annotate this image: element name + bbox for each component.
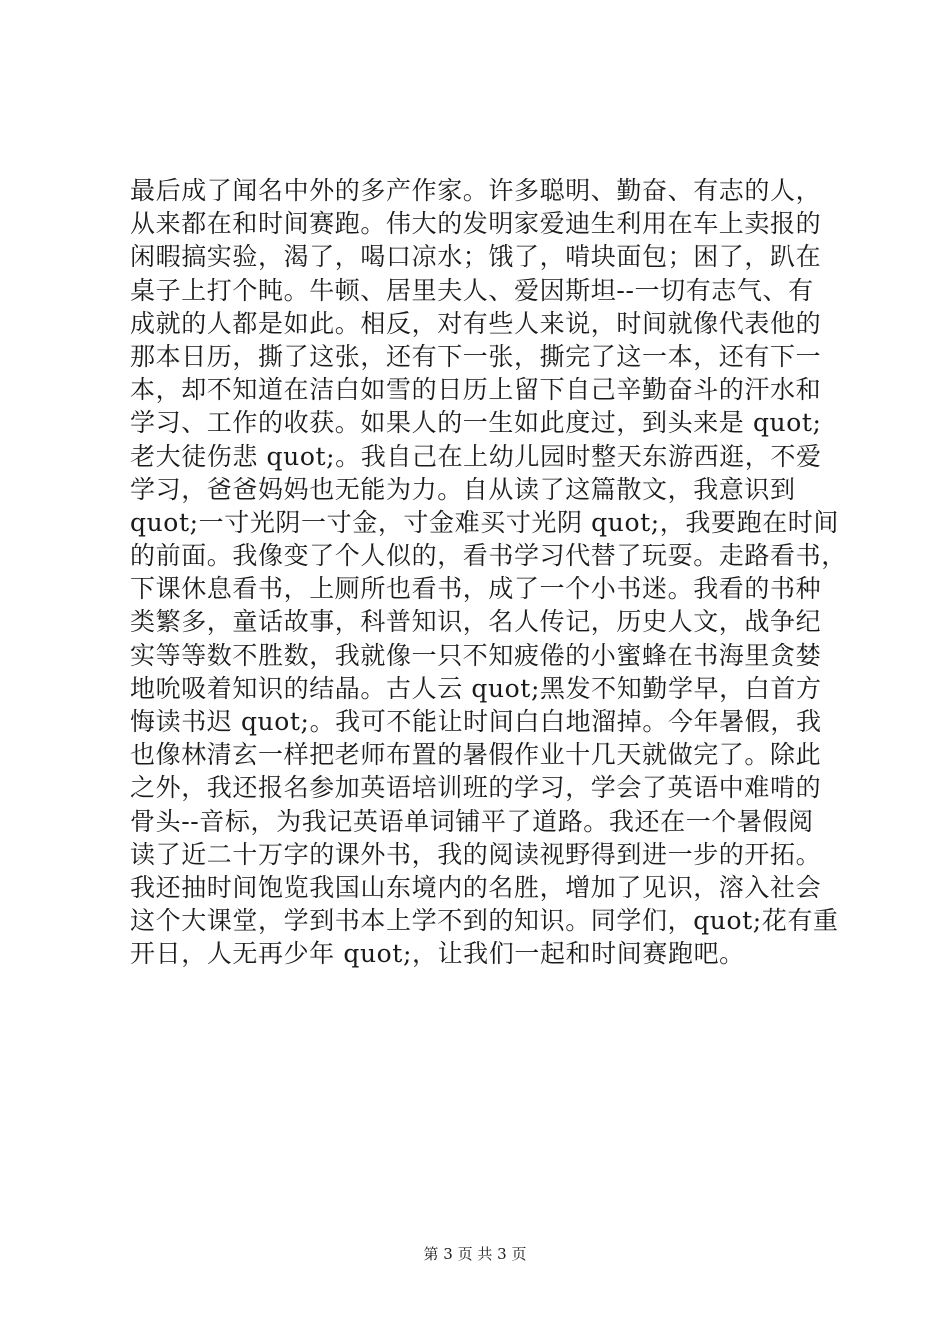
text-line: 地吮吸着知识的结晶。古人云 quot;黑发不知勤学早，白首方 [130,673,822,703]
text-line: 骨头--音标，为我记英语单词铺平了道路。我还在一个暑假阅 [130,806,814,836]
text-line: 之外，我还报名参加英语培训班的学习，学会了英语中难啃的 [130,773,822,803]
text-line: 老大徒伤悲 quot;。我自己在上幼儿园时整天东游西逛，不爱 [130,441,822,471]
page-number-footer: 第 3 页 共 3 页 [423,1245,527,1263]
text-line: 也像林清玄一样把老师布置的暑假作业十几天就做完了。除此 [130,740,822,770]
text-line: 我还抽时间饱览我国山东境内的名胜，增加了见识，溶入社会 [130,872,822,902]
text-line: 读了近二十万字的课外书，我的阅读视野得到进一步的开拓。 [130,839,822,869]
text-line: 类繁多，童话故事，科普知识，名人传记，历史人文，战争纪 [130,607,822,637]
text-line: 实等等数不胜数，我就像一只不知疲倦的小蜜蜂在书海里贪婪 [130,640,822,670]
text-line: 学习，爸爸妈妈也无能为力。自从读了这篇散文，我意识到 [130,474,796,504]
text-line: 桌子上打个盹。牛顿、居里夫人、爱因斯坦--一切有志气、有 [130,275,814,305]
text-line: 这个大课堂，学到书本上学不到的知识。同学们，quot;花有重 [130,906,839,936]
text-line: 成就的人都是如此。相反，对有些人来说，时间就像代表他的 [130,308,822,338]
body-text [130,174,847,971]
text-line: 学习、工作的收获。如果人的一生如此度过，到头来是 quot; [130,408,822,438]
text-line: 本，却不知道在洁白如雪的日历上留下自己辛勤奋斗的汗水和 [130,375,822,405]
text-line: quot;一寸光阴一寸金，寸金难买寸光阴 quot;，我要跑在时间 [130,507,839,537]
text-line: 下课休息看书，上厕所也看书，成了一个小书迷。我看的书种 [130,574,822,604]
text-line: 的前面。我像变了个人似的，看书学习代替了玩耍。走路看书， [130,541,847,571]
text-line: 最后成了闻名中外的多产作家。许多聪明、勤奋、有志的人， [130,176,822,205]
text-line: 悔读书迟 quot;。我可不能让时间白白地溜掉。今年暑假，我 [130,707,822,736]
text-line: 从来都在和时间赛跑。伟大的发明家爱迪生利用在车上卖报的 [130,209,822,239]
text-line: 开日，人无再少年 quot;，让我们一起和时间赛跑吧。 [130,939,745,969]
text-line: 那本日历，撕了这张，还有下一张，撕完了这一本，还有下一 [130,341,822,371]
text-line: 闲暇搞实验，渴了，喝口凉水；饿了，啃块面包；困了，趴在 [130,242,822,272]
